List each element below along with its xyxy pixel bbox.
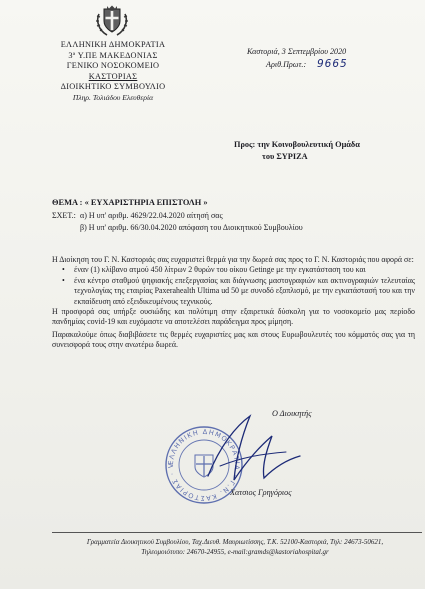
donation-list	[52, 265, 415, 307]
issuer-block	[52, 40, 174, 103]
issuer-line: 3ª Υ.ΠΕ ΜΑΚΕΔΟΝΙΑΣ	[68, 50, 158, 60]
signer-title: Ο Διοικητής	[272, 409, 312, 418]
footer	[40, 537, 425, 557]
protocol-label: Αριθ.Πρωτ.:	[266, 60, 307, 69]
footer-line: Γραμματεία Διοικητικού Συμβουλίου, Ταχ.Διευθ. Μαυριωτίσσης, Τ.Κ. 52100-Καστοριά, Τηλ: 24673-50621,	[86, 538, 384, 546]
greek-coat-of-arms-icon	[94, 3, 130, 39]
subject-line: ΘΕΜΑ : « ΕΥΧΑΡΙΣΤΗΡΙΑ ΕΠΙΣΤΟΛΗ »	[52, 198, 208, 207]
reference-block	[52, 210, 422, 233]
date-line: Καστοριά, 3 Σεπτεμβρίου 2020	[247, 47, 347, 56]
footer-line: Τηλεομοιότυπο: 24670-24955, e-mail:gramds@kastoriahospital.gr	[141, 548, 329, 556]
recipient-line: Προς: την Κοινοβουλευτική Ομάδα	[234, 140, 360, 149]
issuer-line: ΔΙΟΙΚΗΤΙΚΟ ΣΥΜΒΟΥΛΙΟ	[60, 82, 166, 91]
handwritten-signature-icon	[190, 406, 310, 496]
donation-item: • έναν (1) κλίβανο ατμού 450 λίτρων 2 θυρών του οίκου Getinge με την εγκατάσταση του και	[74, 265, 415, 275]
reference-b: β) Η υπ' αριθμ. 66/30.04.2020 απόφαση του Διοικητικού Συμβουλίου	[80, 222, 303, 232]
body-paragraph: Παρακαλούμε όπως διαβιβάσετε τις θερμές ευχαριστίες μας και στους Ευρωβουλευτές του κόμματός σας για τη συνεισφορά τους στην ανωτέρω δωρεά.	[52, 329, 415, 350]
recipient-line: του ΣΥΡΙΖΑ	[262, 152, 308, 161]
protocol-number: 9665	[317, 58, 348, 70]
reference-label: ΣΧΕΤ.:	[52, 211, 76, 220]
footer-divider	[52, 532, 422, 533]
issuer-line: ΓΕΝΙΚΟ ΝΟΣΟΚΟΜΕΙΟ	[66, 61, 160, 70]
issuer-line: Πληρ. Τολιάδου Ελευθερία	[72, 92, 154, 102]
donation-item: • ένα κέντρο σταθμού ψηφιακής επεξεργασίας και διάγνωσης μαστογραφιών και ακτινογραφιών τελευταίας τεχνολογίας της εταιρίας Paxerahealth Ultima ud 50 με συνοδό εξοπλισμό, με την εγκατάστασή του και την εκπαίδευση από εξειδικευμένους τεχνικούς.	[74, 276, 415, 307]
issuer-line: ΕΛΛΗΝΙΚΗ ΔΗΜΟΚΡΑΤΙΑ	[60, 40, 166, 49]
body-intro: Η Διοίκηση του Γ. Ν. Καστοριάς σας ευχαριστεί θερμά για την δωρεά σας προς το Γ. Ν. Καστοριάς που αφορά σε:	[52, 255, 414, 264]
reference-a: α) Η υπ' αριθμ. 4629/22.04.2020 αίτησή σας	[80, 211, 223, 220]
recipient-block	[234, 139, 424, 163]
letter-body	[52, 255, 415, 351]
body-paragraph: Η προσφορά σας υπήρξε ουσιώδης και πολύτιμη στην εξαιρετικά δύσκολη για το νοσοκομείο μας περίοδο πανδημίας covid-19 και ευχόμαστε να αποτελέσει παράδειγμα προς μίμηση.	[52, 307, 415, 327]
issuer-line: ΚΑΣΤΟΡΙΑΣ	[88, 71, 138, 81]
stamp-text: ΕΛΛΗΝΙΚΗ ΔΗΜΟΚΡΑΤΙΑ · Γ.Ν. ΚΑΣΤΟΡΙΑΣ · V	[166, 427, 242, 503]
signer-name: Χατσιος Γρηγόριος	[230, 488, 292, 497]
